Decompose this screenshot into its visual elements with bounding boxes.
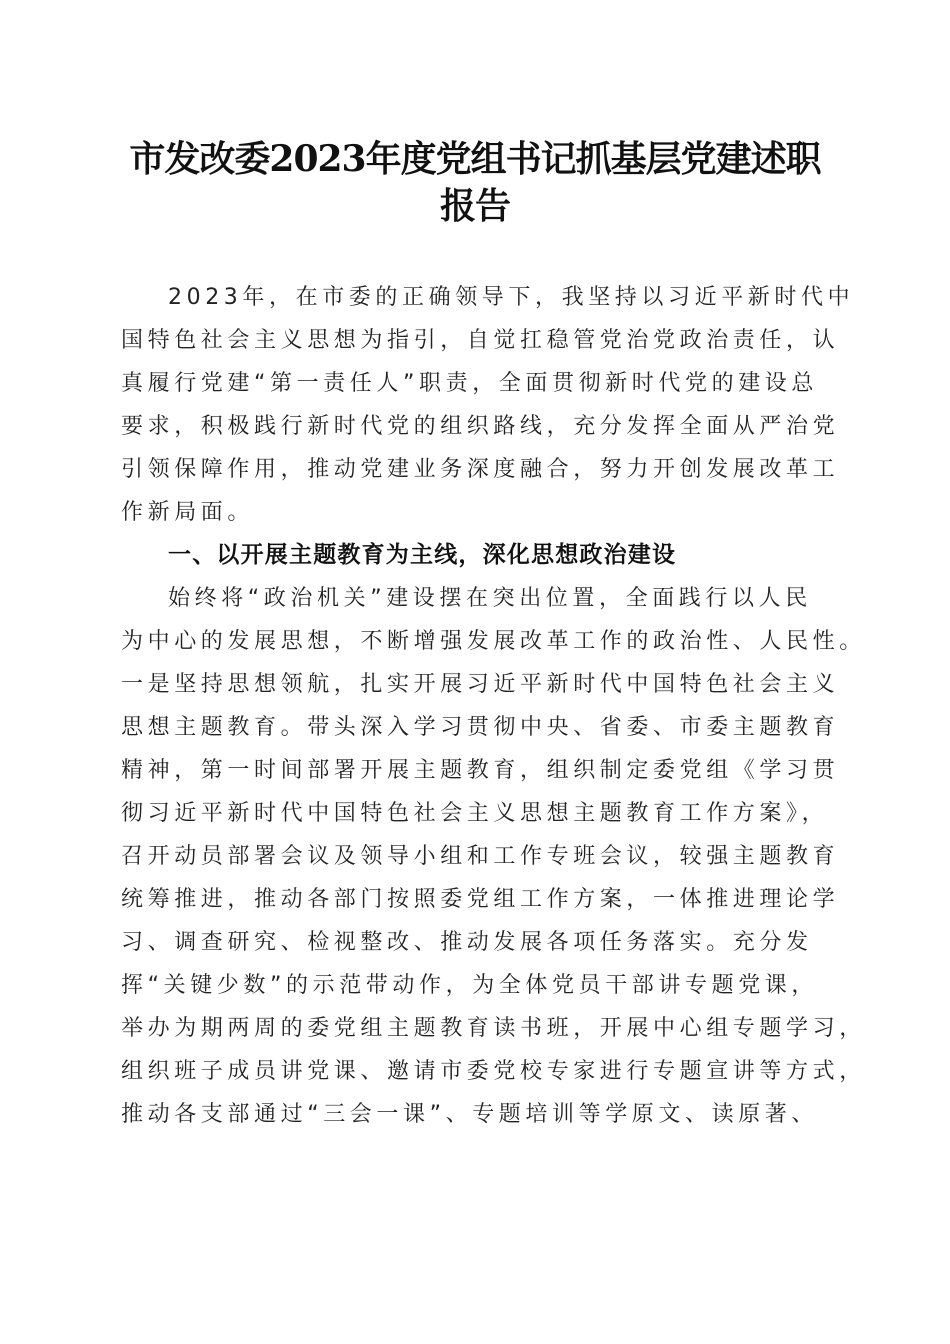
document-title-line-2: 报告 xyxy=(439,185,510,227)
paragraph-line: 召开动员部署会议及领导小组和工作专班会议，较强主题教育 xyxy=(121,844,840,869)
paragraph-line: 始终将“政治机关”建设摆在突出位置，全面践行以人民 xyxy=(168,586,812,611)
paragraph-line: 统筹推进，推动各部门按照委党组工作方案，一体推进理论学 xyxy=(121,887,840,912)
section-heading: 一、以开展主题教育为主线，深化思想政治建设 xyxy=(168,542,677,568)
paragraph-line: 2023年，在市委的正确领导下，我坚持以习近平新时代中 xyxy=(168,285,855,310)
paragraph-line: 习、调查研究、检视整改、推动发展各项任务落实。充分发 xyxy=(121,930,813,955)
paragraph-line: 为中心的发展思想，不断增强发展改革工作的政治性、人民性。 xyxy=(121,629,866,654)
paragraph-line: 推动各支部通过“三会一课”、专题培训等学原文、读原著、 xyxy=(121,1102,818,1127)
paragraph-line: 要求，积极践行新时代党的组织路线，充分发挥全面从严治党 xyxy=(121,414,840,439)
paragraph-line: 一是坚持思想领航，扎实开展习近平新时代中国特色社会主义 xyxy=(121,672,840,697)
paragraph-line: 真履行党建“第一责任人”职责，全面贯彻新时代党的建设总 xyxy=(121,371,818,396)
paragraph-line: 挥“关键少数”的示范带动作，为全体党员干部讲专题党课， xyxy=(121,973,818,998)
paragraph-line: 引领保障作用，推动党建业务深度融合，努力开创发展改革工 xyxy=(121,457,840,482)
paragraph-line: 举办为期两周的委党组主题教育读书班，开展中心组专题学习， xyxy=(121,1016,866,1041)
paragraph-line: 精神，第一时间部署开展主题教育，组织制定委党组《学习贯 xyxy=(121,758,840,783)
paragraph-line: 国特色社会主义思想为指引，自觉扛稳管党治党政治责任，认 xyxy=(121,328,840,353)
document-title-line-1: 市发改委2023年度党组书记抓基层党建述职 xyxy=(129,138,821,180)
paragraph-line: 作新局面。 xyxy=(121,500,255,525)
paragraph-line: 彻习近平新时代中国特色社会主义思想主题教育工作方案》， xyxy=(121,801,829,826)
paragraph-line: 组织班子成员讲党课、邀请市委党校专家进行专题宣讲等方式， xyxy=(121,1059,866,1084)
paragraph-line: 思想主题教育。带头深入学习贯彻中央、省委、市委主题教育 xyxy=(121,715,840,740)
